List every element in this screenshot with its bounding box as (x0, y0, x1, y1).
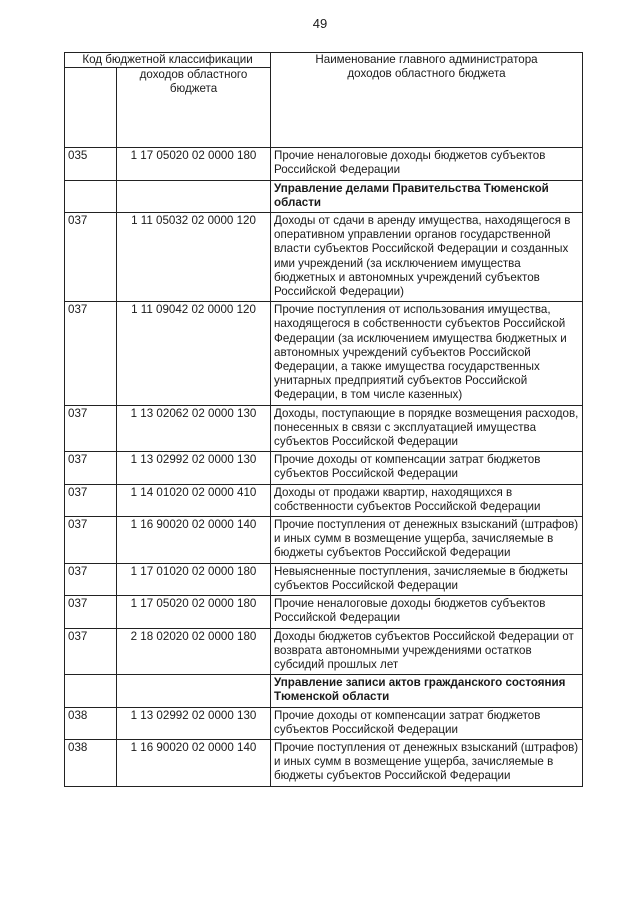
section-header-row (65, 675, 583, 707)
admin-code-cell: 038 (65, 707, 117, 739)
description-cell: Доходы от сдачи в аренду имущества, находящегося в оперативном управлении органов государственной власти субъектов Российской Федерации и созданных ими учреждений (за исключением имущества бюджетных и автономных учреждений субъектов Российской Федерации) (271, 213, 583, 302)
kbk-cell: 2 18 02020 02 0000 180 (117, 628, 271, 675)
table-row (65, 213, 583, 302)
section-title-cell: Управление делами Правительства Тюменской области (271, 180, 583, 212)
admin-code-cell: 037 (65, 452, 117, 484)
kbk-cell: 1 13 02992 02 0000 130 (117, 452, 271, 484)
description-cell: Невыясненные поступления, зачисляемые в бюджеты субъектов Российской Федерации (271, 563, 583, 595)
header-admin-code (65, 68, 117, 148)
table-row (65, 628, 583, 675)
table-row (65, 148, 583, 180)
kbk-cell: 1 17 05020 02 0000 180 (117, 596, 271, 628)
table-row (65, 302, 583, 405)
kbk-cell: 1 14 01020 02 0000 410 (117, 484, 271, 516)
kbk-cell: 1 13 02992 02 0000 130 (117, 707, 271, 739)
description-cell: Доходы, поступающие в порядке возмещения расходов, понесенных в связи с эксплуатацией имущества субъектов Российской Федерации (271, 405, 583, 452)
admin-code-cell: 038 (65, 739, 117, 786)
page-number: 49 (312, 16, 328, 31)
admin-code-cell: 037 (65, 563, 117, 595)
admin-code-cell: 037 (65, 405, 117, 452)
admin-code-cell: 037 (65, 484, 117, 516)
kbk-cell: 1 16 90020 02 0000 140 (117, 739, 271, 786)
kbk-cell (117, 675, 271, 707)
admin-code-cell: 037 (65, 302, 117, 405)
section-header-row (65, 180, 583, 212)
admin-code-cell: 037 (65, 596, 117, 628)
admin-code-cell: 037 (65, 213, 117, 302)
budget-classification-table (64, 52, 583, 787)
kbk-cell: 1 16 90020 02 0000 140 (117, 517, 271, 564)
admin-code-cell: 037 (65, 517, 117, 564)
description-cell: Прочие доходы от компенсации затрат бюджетов субъектов Российской Федерации (271, 452, 583, 484)
table-row (65, 517, 583, 564)
table-row (65, 596, 583, 628)
description-cell: Доходы от продажи квартир, находящихся в собственности субъектов Российской Федерации (271, 484, 583, 516)
table-header-row (65, 53, 583, 68)
kbk-cell: 1 11 09042 02 0000 120 (117, 302, 271, 405)
description-cell: Прочие неналоговые доходы бюджетов субъектов Российской Федерации (271, 596, 583, 628)
kbk-cell (117, 180, 271, 212)
table-row (65, 484, 583, 516)
table-row (65, 563, 583, 595)
kbk-cell: 1 11 05032 02 0000 120 (117, 213, 271, 302)
table-row (65, 405, 583, 452)
table-body (65, 148, 583, 786)
header-admin-name: Наименование главного администратора доходов областного бюджета (271, 53, 583, 148)
admin-code-cell: 037 (65, 628, 117, 675)
header-income-code: доходов областного бюджета (117, 68, 271, 148)
description-cell: Прочие поступления от денежных взысканий (штрафов) и иных сумм в возмещение ущерба, зачисляемые в бюджеты субъектов Российской Федерации (271, 517, 583, 564)
table-row (65, 707, 583, 739)
description-cell: Прочие неналоговые доходы бюджетов субъектов Российской Федерации (271, 148, 583, 180)
description-cell: Прочие поступления от использования имущества, находящегося в собственности субъектов Российской Федерации (за исключением имущества бюджетных и автономных учреждений субъектов Российской Федерации, а также имущества государственных унитарных предприятий субъектов Российской Федерации, в том числе казенных) (271, 302, 583, 405)
description-cell: Прочие поступления от денежных взысканий (штрафов) и иных сумм в возмещение ущерба, зачисляемые в бюджеты субъектов Российской Федерации (271, 739, 583, 786)
table-row (65, 452, 583, 484)
section-title-cell: Управление записи актов гражданского состояния Тюменской области (271, 675, 583, 707)
admin-code-cell: 035 (65, 148, 117, 180)
kbk-cell: 1 17 05020 02 0000 180 (117, 148, 271, 180)
description-cell: Прочие доходы от компенсации затрат бюджетов субъектов Российской Федерации (271, 707, 583, 739)
description-cell: Доходы бюджетов субъектов Российской Федерации от возврата автономными учреждениями остатков субсидий прошлых лет (271, 628, 583, 675)
table-row (65, 739, 583, 786)
kbk-cell: 1 17 01020 02 0000 180 (117, 563, 271, 595)
header-budget-classification-code: Код бюджетной классификации (65, 53, 271, 68)
kbk-cell: 1 13 02062 02 0000 130 (117, 405, 271, 452)
admin-code-cell (65, 180, 117, 212)
admin-code-cell (65, 675, 117, 707)
